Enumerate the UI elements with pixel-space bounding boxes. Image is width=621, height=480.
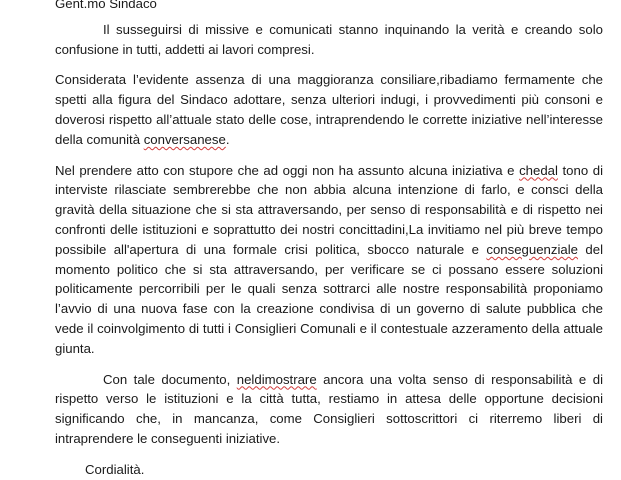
- paragraph-text: ancora una volta senso di responsabilità e di rispetto verso le istituzioni e la città tutta, restiamo in attesa delle opportune decisioni significando che, in mancanza, come Consiglieri sottoscrittori ci riterremo liberi di intraprendere le conseguenti iniziative.: [55, 371, 603, 446]
- letter-greeting: Gent.mo Sindaco: [55, 0, 157, 11]
- letter-body: [55, 20, 603, 449]
- letter-paragraph: [55, 20, 603, 60]
- misspelled-word: conversanese: [143, 131, 226, 147]
- misspelled-word: chedal: [519, 162, 558, 178]
- letter-document: [55, 0, 603, 480]
- letter-paragraph: [55, 70, 603, 149]
- misspelled-word: neldimostrare: [236, 371, 317, 387]
- letter-paragraph: [55, 370, 603, 449]
- paragraph-text: Il susseguirsi di missive e comunicati stanno inquinando la verità e creando solo confusione in tutti, addetti ai lavori compresi.: [55, 21, 603, 57]
- paragraph-text: Nel prendere atto con stupore che ad oggi non ha assunto alcuna iniziativa e: [55, 162, 520, 178]
- paragraph-text: Considerata l’evidente assenza di una maggioranza consiliare,ribadiamo fermamente che spetti alla figura del Sindaco adottare, senza ulteriori indugi, i provvedimenti più consoni e doverosi rispetto all’attuale stato delle cose, intraprendendo le corrette iniziative nell’interesse della comunità: [55, 72, 603, 147]
- misspelled-word: conseguenziale: [486, 241, 578, 257]
- paragraph-text: tono di interviste rilasciate sembrerebbe che non abbia alcuna intenzione di farlo, e consci della gravità della situazione che si sta attraversando, per senso di responsabilità e di rispetto nei confronti delle istituzioni e soprattutto dei nostri concittadini,La invitiamo nel più breve tempo possibile all'apertura di una formale crisi politica, sbocco naturale e: [55, 162, 603, 257]
- letter-closing: Cordialità.: [85, 461, 145, 477]
- letter-paragraph: [55, 161, 603, 359]
- paragraph-text: del momento politico che si sta attraversando, per verificare se ci possano essere soluzioni politicamente percorribili per le quali senza sottrarci alle nostre responsabilità proponiamo l’avvio di una nuova fase con la creazione condivisa di un governo di salute pubblica che vede il coinvolgimento di tutti i Consiglieri Comunali e il contestuale azzeramento della attuale giunta.: [55, 241, 604, 356]
- paragraph-text: .: [225, 131, 230, 147]
- paragraph-text: Con tale documento,: [103, 371, 237, 387]
